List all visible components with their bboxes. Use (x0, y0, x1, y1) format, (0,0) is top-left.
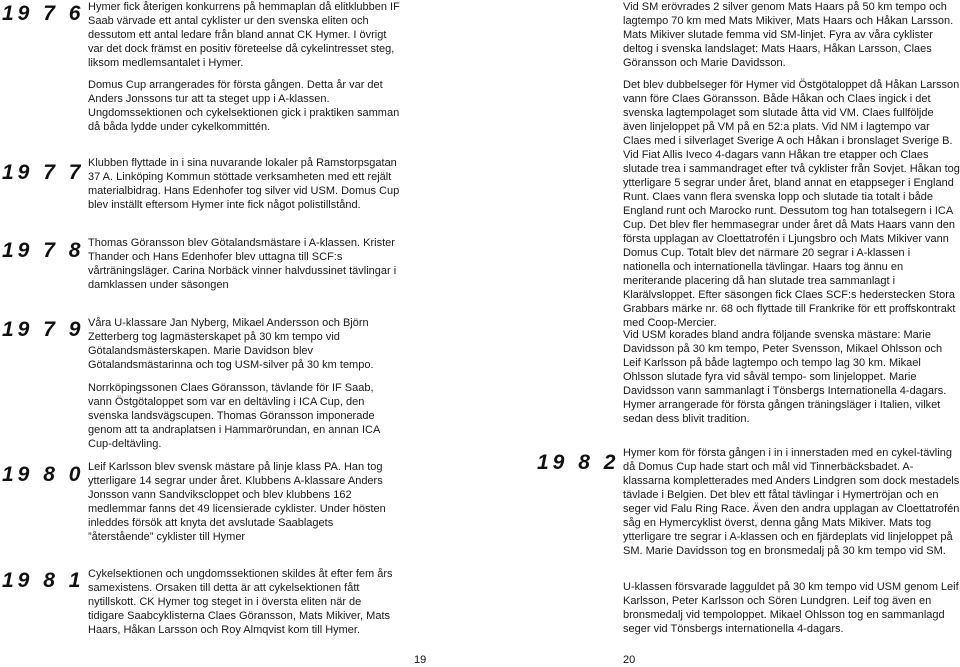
page-number-left: 19 (414, 654, 427, 666)
year-heading-1979: 19 7 9 (2, 318, 85, 341)
paragraph-1976: Hymer fick återigen konkurrens på hemmaplan då elitklubben IF Saab värvade ett antal cyklister ur den svenska eliten och dessutom ett antal ledare från bland annat CK Hymer. I övrigt var det dock främst en positiv företeelse då cykelintresset steg, liksom medlemsantalet i Hymer. (88, 1, 400, 69)
paragraph-1981: Cykelsektionen och ungdomssektionen skildes åt efter fem års samexistens. Orsaken till detta är att cykelsektionen fått nytillskott. CK Hymer tog steget in i översta eliten när de tidigare Saabcyklisterna Claes Göransson, Mats Mikiver, Mats Haars, Håkan Larsson och Roy Almqvist kom till Hymer. (88, 568, 393, 636)
paragraph-1978: Thomas Göransson blev Götalandsmästare i A-klassen. Krister Thander och Hans Edenhofer blev uttagna till SCF:s vårträningsläger. Carina Norbäck vinner halvdussinet tävlingar i damklassen under säsongen (88, 237, 397, 291)
paragraph-1979-uklass: Våra U-klassare Jan Nyberg, Mikael Andersson och Björn Zetterberg tog lagmästerskapet på 30 km tempo vid Götalandsmästerskapen. Marie Davidson blev Götalandsmästarinna och tog USM-silver på 30 km tempo. (88, 317, 374, 371)
paragraph-1982-uklass: U-klassen försvarade lagguldet på 30 km tempo vid USM genom Leif Karlsson, Peter Karlsson och Sören Lundgren. Leif tog även en bronsmedalj vid tempoloppet. Mikael Ohlsson tog en sammanlagd seger vid Tönsbergs internationella 4-dagars. (623, 581, 959, 635)
paragraph-1982-domus: Hymer kom för första gången i in i innerstaden med en cykel-tävling då Domus Cup hade start och mål vid Tinnerbäcksbadet. A-klassarna kompletterades med Anders Lindgren som dock mestadels tävlade i Belgien. Det blev ett fåtal tävlingar i Hymertröjan och en seger vid Falu Ring Race. Även den andra upplagan av Cloettatrofén såg en Hymercyklist överst, denna gång Mats Mikiver. Mats tog ytterligare tre segrar i A-klassen och en fjärdeplats vid linjeloppet på SM. Marie Davidsson tog en bronsmedalj på 30 km tempo vid SM. (623, 447, 960, 557)
paragraph-1981-sm: Vid SM erövrades 2 silver genom Mats Haars på 50 km tempo och lagtempo 70 km med Mats Mikiver, Mats Haars och Håkan Larsson. Mats Mikiver slutade femma vid SM-linjet. Fyra av våra cyklister deltog i svenska landslaget: Mats Haars, Håkan Larsson, Claes Göransson och Marie Davidsson. (623, 1, 954, 69)
year-heading-1981: 19 8 1 (2, 569, 85, 592)
paragraph-1977-lokaler: Klubben flyttade in i sina nuvarande lokaler på Ramstorpsgatan 37 A. Linköping Kommun stöttade verksamheten med ett rejält materialbidrag. Hans Edenhofer tog silver vid USM. Domus Cup blev inställt eftersom Hymer inte fick något polistillstånd. (88, 157, 400, 211)
paragraph-1981-ostgota: Det blev dubbelseger för Hymer vid Östgötaloppet då Håkan Larsson vann före Claes Göransson. Både Håkan och Claes ingick i det svenska lagtempolaget som slutade åtta vid VM. Claes fullföljde även linjeloppet på VM på en 52:a plats. Vid NM i lagtempo var Claes med i silverlaget Sverige A och Håkan i bronslaget Sverige B. Vid Fiat Allis Iveco 4-dagars vann Håkan tre etapper och Claes slutade trea i sammandraget efter två cyklister från Sovjet. Håkan tog ytterligare 5 segrar under året, bland annat en etappseger i England Runt. Claes vann flera svenska lopp och slutade tia totalt i både England runt och Marocko runt. Dessutom tog han totalsegern i ICA Cup. Det blev fler hemmasegrar under året då Mats Haars vann den första upplagan av Cloettatrofén i Ljungsbro och Mats Mikiver vann Domus Cup. Totalt blev det närmare 20 segrar i A-klassen i nationella och internationella tävlingar. Haars tog ännu en meriterande placering då han slutade trea sammanlagt i Klarälvsloppet. Efter säsongen fick Claes SCF:s hederstecken Stora Grabbars märke nr. 68 och flyttade till Frankrike för ett proffskontrakt med Coop-Mercier. (623, 79, 960, 329)
year-heading-1980: 19 8 0 (2, 463, 85, 486)
paragraph-1979-norrkoping: Norrköpingssonen Claes Göransson, tävlande för IF Saab, vann Östgötaloppet som var en deltävling i ICA Cup, den svenska landsvägscupen. Thomas Göransson imponerade genom att ta andraplatsen i Hammarörundan, en annan ICA Cup-deltävling. (88, 382, 380, 450)
year-heading-1976: 19 7 6 (2, 2, 85, 25)
paragraph-1980: Leif Karlsson blev svensk mästare på linje klass PA. Han tog ytterligare 14 segrar under året. Klubbens A-klassare Anders Jonsson vann Sandvikscloppet och blev klubbens 162 medlemmar fanns det 49 licensierade cyklister. Under hösten inleddes försök att knyta det avslutade Saablagets ”återstående” cyklister till Hymer (88, 461, 386, 543)
page-number-right: 20 (623, 654, 636, 666)
paragraph-1977-domus: Domus Cup arrangerades för första gången. Detta år var det Anders Jonssons tur att ta steget upp i A-klassen. Ungdomssektionen och cykelsektionen gick i praktiken samman då båda lydde under cykelkommittén. (88, 79, 400, 133)
year-heading-1978: 19 7 8 (2, 239, 85, 262)
year-heading-1977: 19 7 7 (2, 161, 85, 184)
paragraph-1981-usm: Vid USM korades bland andra följande svenska mästare: Marie Davidsson på 30 km tempo, Peter Svensson, Mikael Ohlsson och Leif Karlsson på både lagtempo och tempo lag 30 km. Mikael Ohlsson slutade fyra vid såväl tempo- som linjeloppet. Marie Davidsson vann sammanlagt i Tönsbergs Internationella 4-dagars. Hymer arrangerade för första gången träningsläger i Italien, vilket sedan dess blivit tradition. (623, 329, 947, 425)
year-heading-1982: 19 8 2 (537, 451, 620, 474)
